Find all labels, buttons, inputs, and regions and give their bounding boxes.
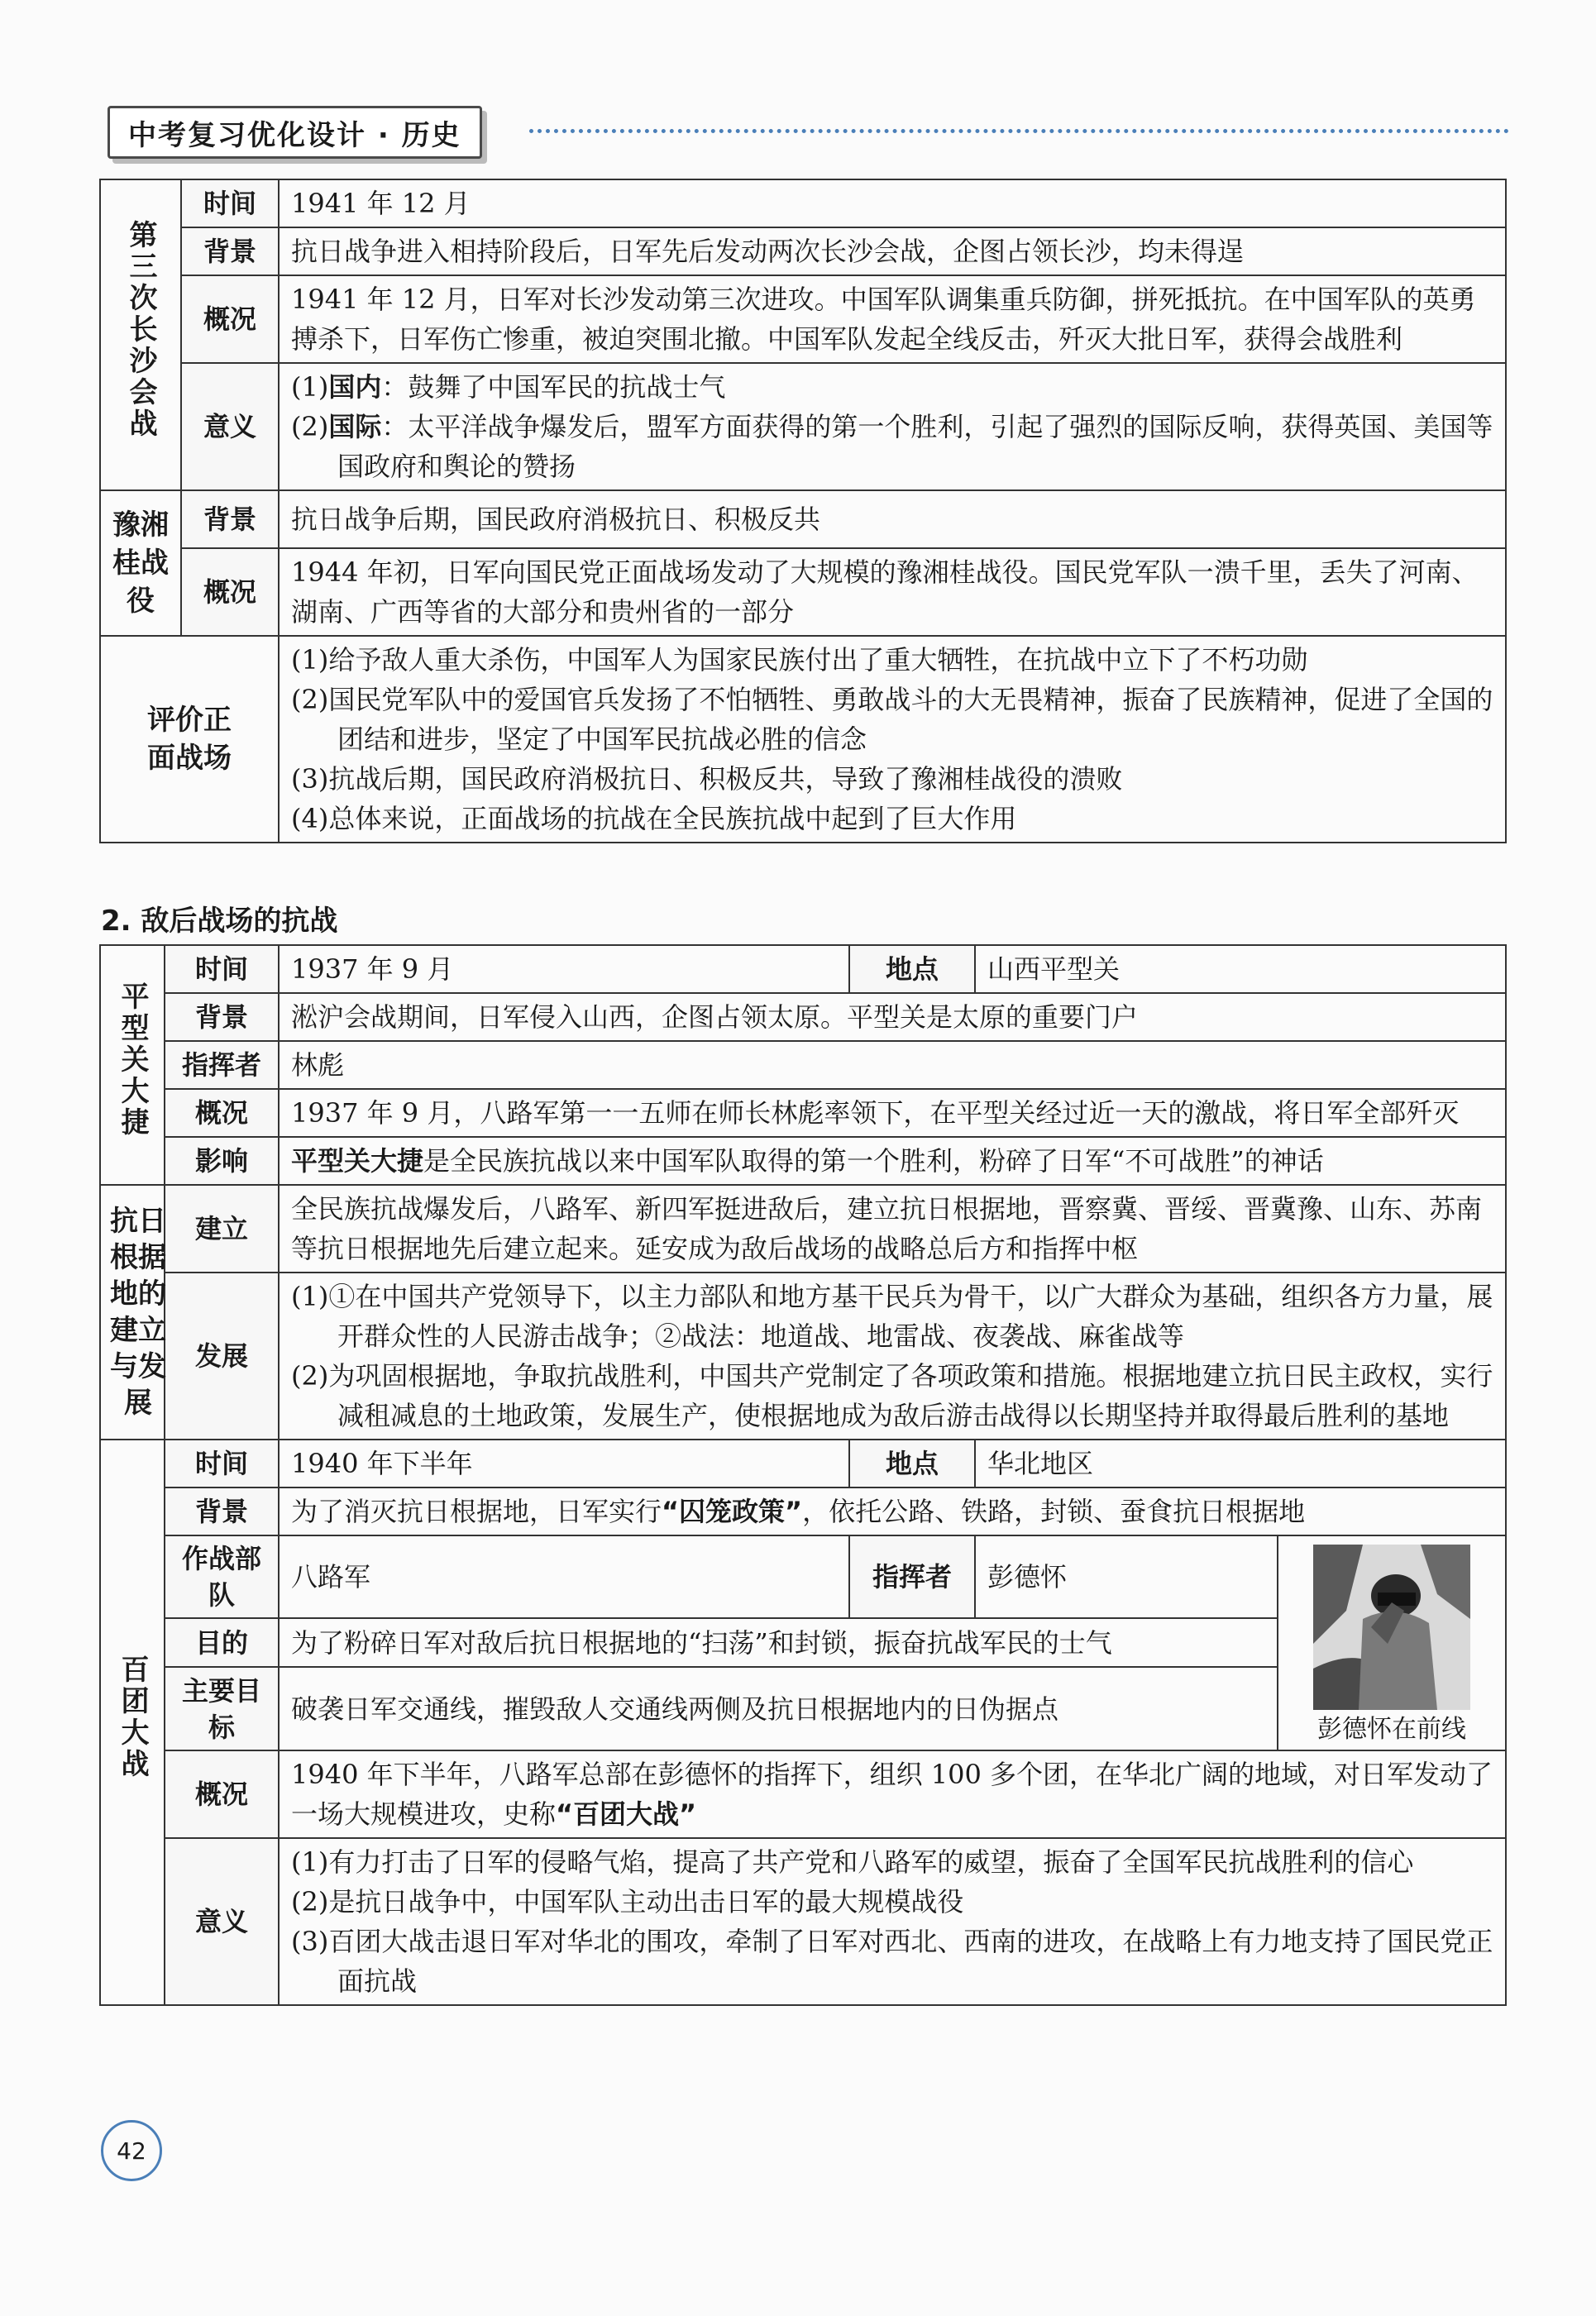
table-row xyxy=(100,1838,1506,2005)
table-row xyxy=(100,1273,1506,1440)
table-row xyxy=(100,1750,1506,1838)
list-item: (1)给予敌人重大杀伤，中国军人为国家民族付出了重大牺牲，在抗战中立下了不朽功勋 xyxy=(291,644,1308,676)
row-label: 背景 xyxy=(165,993,279,1041)
cell-value: 全民族抗战爆发后，八路军、新四军挺进敌后，建立抗日根据地，晋察冀、晋绥、晋冀豫、山东、苏南等抗日根据地先后建立起来。延安成为敌后战场的战略总后方和指挥中枢 xyxy=(279,1185,1506,1273)
group-cell xyxy=(100,490,181,636)
row-label: 背景 xyxy=(181,490,279,548)
peng-dehuai-photo xyxy=(1313,1545,1470,1710)
page-number: 42 xyxy=(101,2120,162,2181)
list-item: (3)百团大战击退日军对华北的围攻，牵制了日军对西北、西南的进攻，在战略上有力地支持了国民党正面抗战 xyxy=(291,1926,1493,1997)
photo-cell xyxy=(1278,1535,1506,1750)
photo-caption: 彭德怀在前线 xyxy=(1317,1715,1466,1744)
table-row xyxy=(100,1440,1506,1487)
cell-value: 1937 年 9 月 xyxy=(279,945,849,993)
cell-value: 1940 年下半年，八路军总部在彭德怀的指挥下，组织 100 多个团，在华北广阔的地域，对日军发动了一场大规模进攻，史称“百团大战” xyxy=(279,1750,1506,1838)
evaluation-list xyxy=(279,636,1506,843)
list-item: (1)①在中国共产党领导下，以主力部队和地方基干民兵为骨干，以广大群众为基础，组织各方力量，展开群众性的人民游击战争；②战法：地道战、地雷战、夜袭战、麻雀战等 xyxy=(291,1281,1493,1352)
page-header xyxy=(99,101,1509,157)
header-dotted-rule xyxy=(529,129,1509,133)
list-item: (1)国内：鼓舞了中国军民的抗战士气 xyxy=(291,371,726,403)
list-item: (3)抗战后期，国民政府消极抗日、积极反共，导致了豫湘桂战役的溃败 xyxy=(291,763,1123,795)
cell-value: 淞沪会战期间，日军侵入山西，企图占领太原。平型关是太原的重要门户 xyxy=(279,993,1506,1041)
group-label-changsha: 第三次长沙会战 xyxy=(124,220,157,440)
table-row xyxy=(100,1041,1506,1089)
row-label: 背景 xyxy=(181,227,279,275)
list-item: (4)总体来说，正面战场的抗战在全民族抗战中起到了巨大作用 xyxy=(291,803,1017,834)
soldier-binoculars-image xyxy=(1313,1545,1470,1710)
group-label-baituan: 百团大战 xyxy=(116,1655,149,1780)
cell-value: 林彪 xyxy=(279,1041,1506,1089)
cell-value: 1941 年 12 月 xyxy=(279,179,1506,227)
evaluation-label-cell xyxy=(100,636,279,843)
rear-battles-table xyxy=(99,944,1507,2006)
section-heading: 2. 敌后战场的抗战 xyxy=(101,905,338,938)
list-item: (2)国际：太平洋战争爆发后，盟军方面获得的第一个胜利，引起了强烈的国际反响，获得英国、美国等国政府和舆论的赞扬 xyxy=(291,411,1493,482)
row-label: 时间 xyxy=(181,179,279,227)
table-row xyxy=(100,363,1506,490)
cell-value: 彭德怀 xyxy=(975,1535,1278,1618)
table-row xyxy=(100,1185,1506,1273)
table-row xyxy=(100,636,1506,843)
row-label: 意义 xyxy=(181,363,279,490)
list-item: (2)是抗日战争中，中国军队主动出击日军的最大规模战役 xyxy=(291,1886,964,1917)
row-label: 主要目标 xyxy=(165,1667,279,1750)
row-label: 概况 xyxy=(165,1750,279,1838)
group-cell xyxy=(100,945,165,1185)
cell-value: 华北地区 xyxy=(975,1440,1506,1487)
row-label: 建立 xyxy=(165,1185,279,1273)
significance-list xyxy=(279,363,1506,490)
row-label: 时间 xyxy=(165,945,279,993)
table-row xyxy=(100,275,1506,363)
row-label: 指挥者 xyxy=(849,1535,975,1618)
frontline-battles-table xyxy=(99,179,1507,843)
list-item: (2)为巩固根据地，争取抗战胜利，中国共产党制定了各项政策和措施。根据地建立抗日民主政权，实行减租减息的土地政策，发展生产，使根据地成为敌后游击战得以长期坚持并取得最后胜利的基地 xyxy=(291,1360,1493,1431)
table-row xyxy=(100,548,1506,636)
cell-value: 1941 年 12 月，日军对长沙发动第三次进攻。中国军队调集重兵防御，拼死抵抗。在中国军队的英勇搏杀下，日军伤亡惨重，被迫突围北撤。中国军队发起全线反击，歼灭大批日军，获得会战胜利 xyxy=(279,275,1506,363)
row-label: 概况 xyxy=(165,1089,279,1137)
group-cell xyxy=(100,179,181,490)
cell-value: 为了消灭抗日根据地，日军实行“囚笼政策”，依托公路、铁路，封锁、蚕食抗日根据地 xyxy=(279,1487,1506,1535)
cell-value: 抗日战争后期，国民政府消极抗日、积极反共 xyxy=(279,490,1506,548)
cell-value: 平型关大捷是全民族抗战以来中国军队取得的第一个胜利，粉碎了日军“不可战胜”的神话 xyxy=(279,1137,1506,1185)
row-label: 概况 xyxy=(181,548,279,636)
row-label: 地点 xyxy=(849,1440,975,1487)
significance-list xyxy=(279,1838,1506,2005)
group-cell xyxy=(100,1185,165,1440)
cell-value: 山西平型关 xyxy=(975,945,1506,993)
cell-value: 为了粉碎日军对敌后抗日根据地的“扫荡”和封锁，振奋抗战军民的士气 xyxy=(279,1618,1278,1667)
group-label-bases: 抗日根据地的建立与发展 xyxy=(110,1205,166,1420)
table-row xyxy=(100,490,1506,548)
table-row xyxy=(100,227,1506,275)
row-label: 作战部队 xyxy=(165,1535,279,1618)
row-label: 目的 xyxy=(165,1618,279,1667)
table-row xyxy=(100,179,1506,227)
cell-value: 抗日战争进入相持阶段后，日军先后发动两次长沙会战，企图占领长沙，均未得逞 xyxy=(279,227,1506,275)
cell-value: 1937 年 9 月，八路军第一一五师在师长林彪率领下，在平型关经过近一天的激战，将日军全部歼灭 xyxy=(279,1089,1506,1137)
row-label: 影响 xyxy=(165,1137,279,1185)
group-label-yuxianggui: 豫湘桂战役 xyxy=(112,509,169,618)
development-list xyxy=(279,1273,1506,1440)
row-label: 时间 xyxy=(165,1440,279,1487)
table-row xyxy=(100,1487,1506,1535)
list-item: (2)国民党军队中的爱国官兵发扬了不怕牺牲、勇敢战斗的大无畏精神，振奋了民族精神，促进了全国的团结和进步，坚定了中国军民抗战必胜的信念 xyxy=(291,684,1493,755)
table-row xyxy=(100,1535,1506,1618)
row-label: 背景 xyxy=(165,1487,279,1535)
row-label: 概况 xyxy=(181,275,279,363)
table-row xyxy=(100,945,1506,993)
evaluation-label: 评价正面战场 xyxy=(147,704,232,775)
table-row xyxy=(100,1137,1506,1185)
cell-value: 1940 年下半年 xyxy=(279,1440,849,1487)
header-title: 中考复习优化设计 · 历史 xyxy=(108,106,482,159)
list-item: (1)有力打击了日军的侵略气焰，提高了共产党和八路军的威望，振奋了全国军民抗战胜利的信心 xyxy=(291,1846,1414,1878)
table-row xyxy=(100,993,1506,1041)
row-label: 指挥者 xyxy=(165,1041,279,1089)
cell-value: 破袭日军交通线，摧毁敌人交通线两侧及抗日根据地内的日伪据点 xyxy=(279,1667,1278,1750)
cell-value: 八路军 xyxy=(279,1535,849,1618)
group-cell xyxy=(100,1440,165,2005)
cell-value: 1944 年初，日军向国民党正面战场发动了大规模的豫湘桂战役。国民党军队一溃千里，丢失了河南、湖南、广西等省的大部分和贵州省的一部分 xyxy=(279,548,1506,636)
row-label: 地点 xyxy=(849,945,975,993)
row-label: 发展 xyxy=(165,1273,279,1440)
group-label-pingxingguan: 平型关大捷 xyxy=(116,981,149,1139)
row-label: 意义 xyxy=(165,1838,279,2005)
table-row xyxy=(100,1089,1506,1137)
